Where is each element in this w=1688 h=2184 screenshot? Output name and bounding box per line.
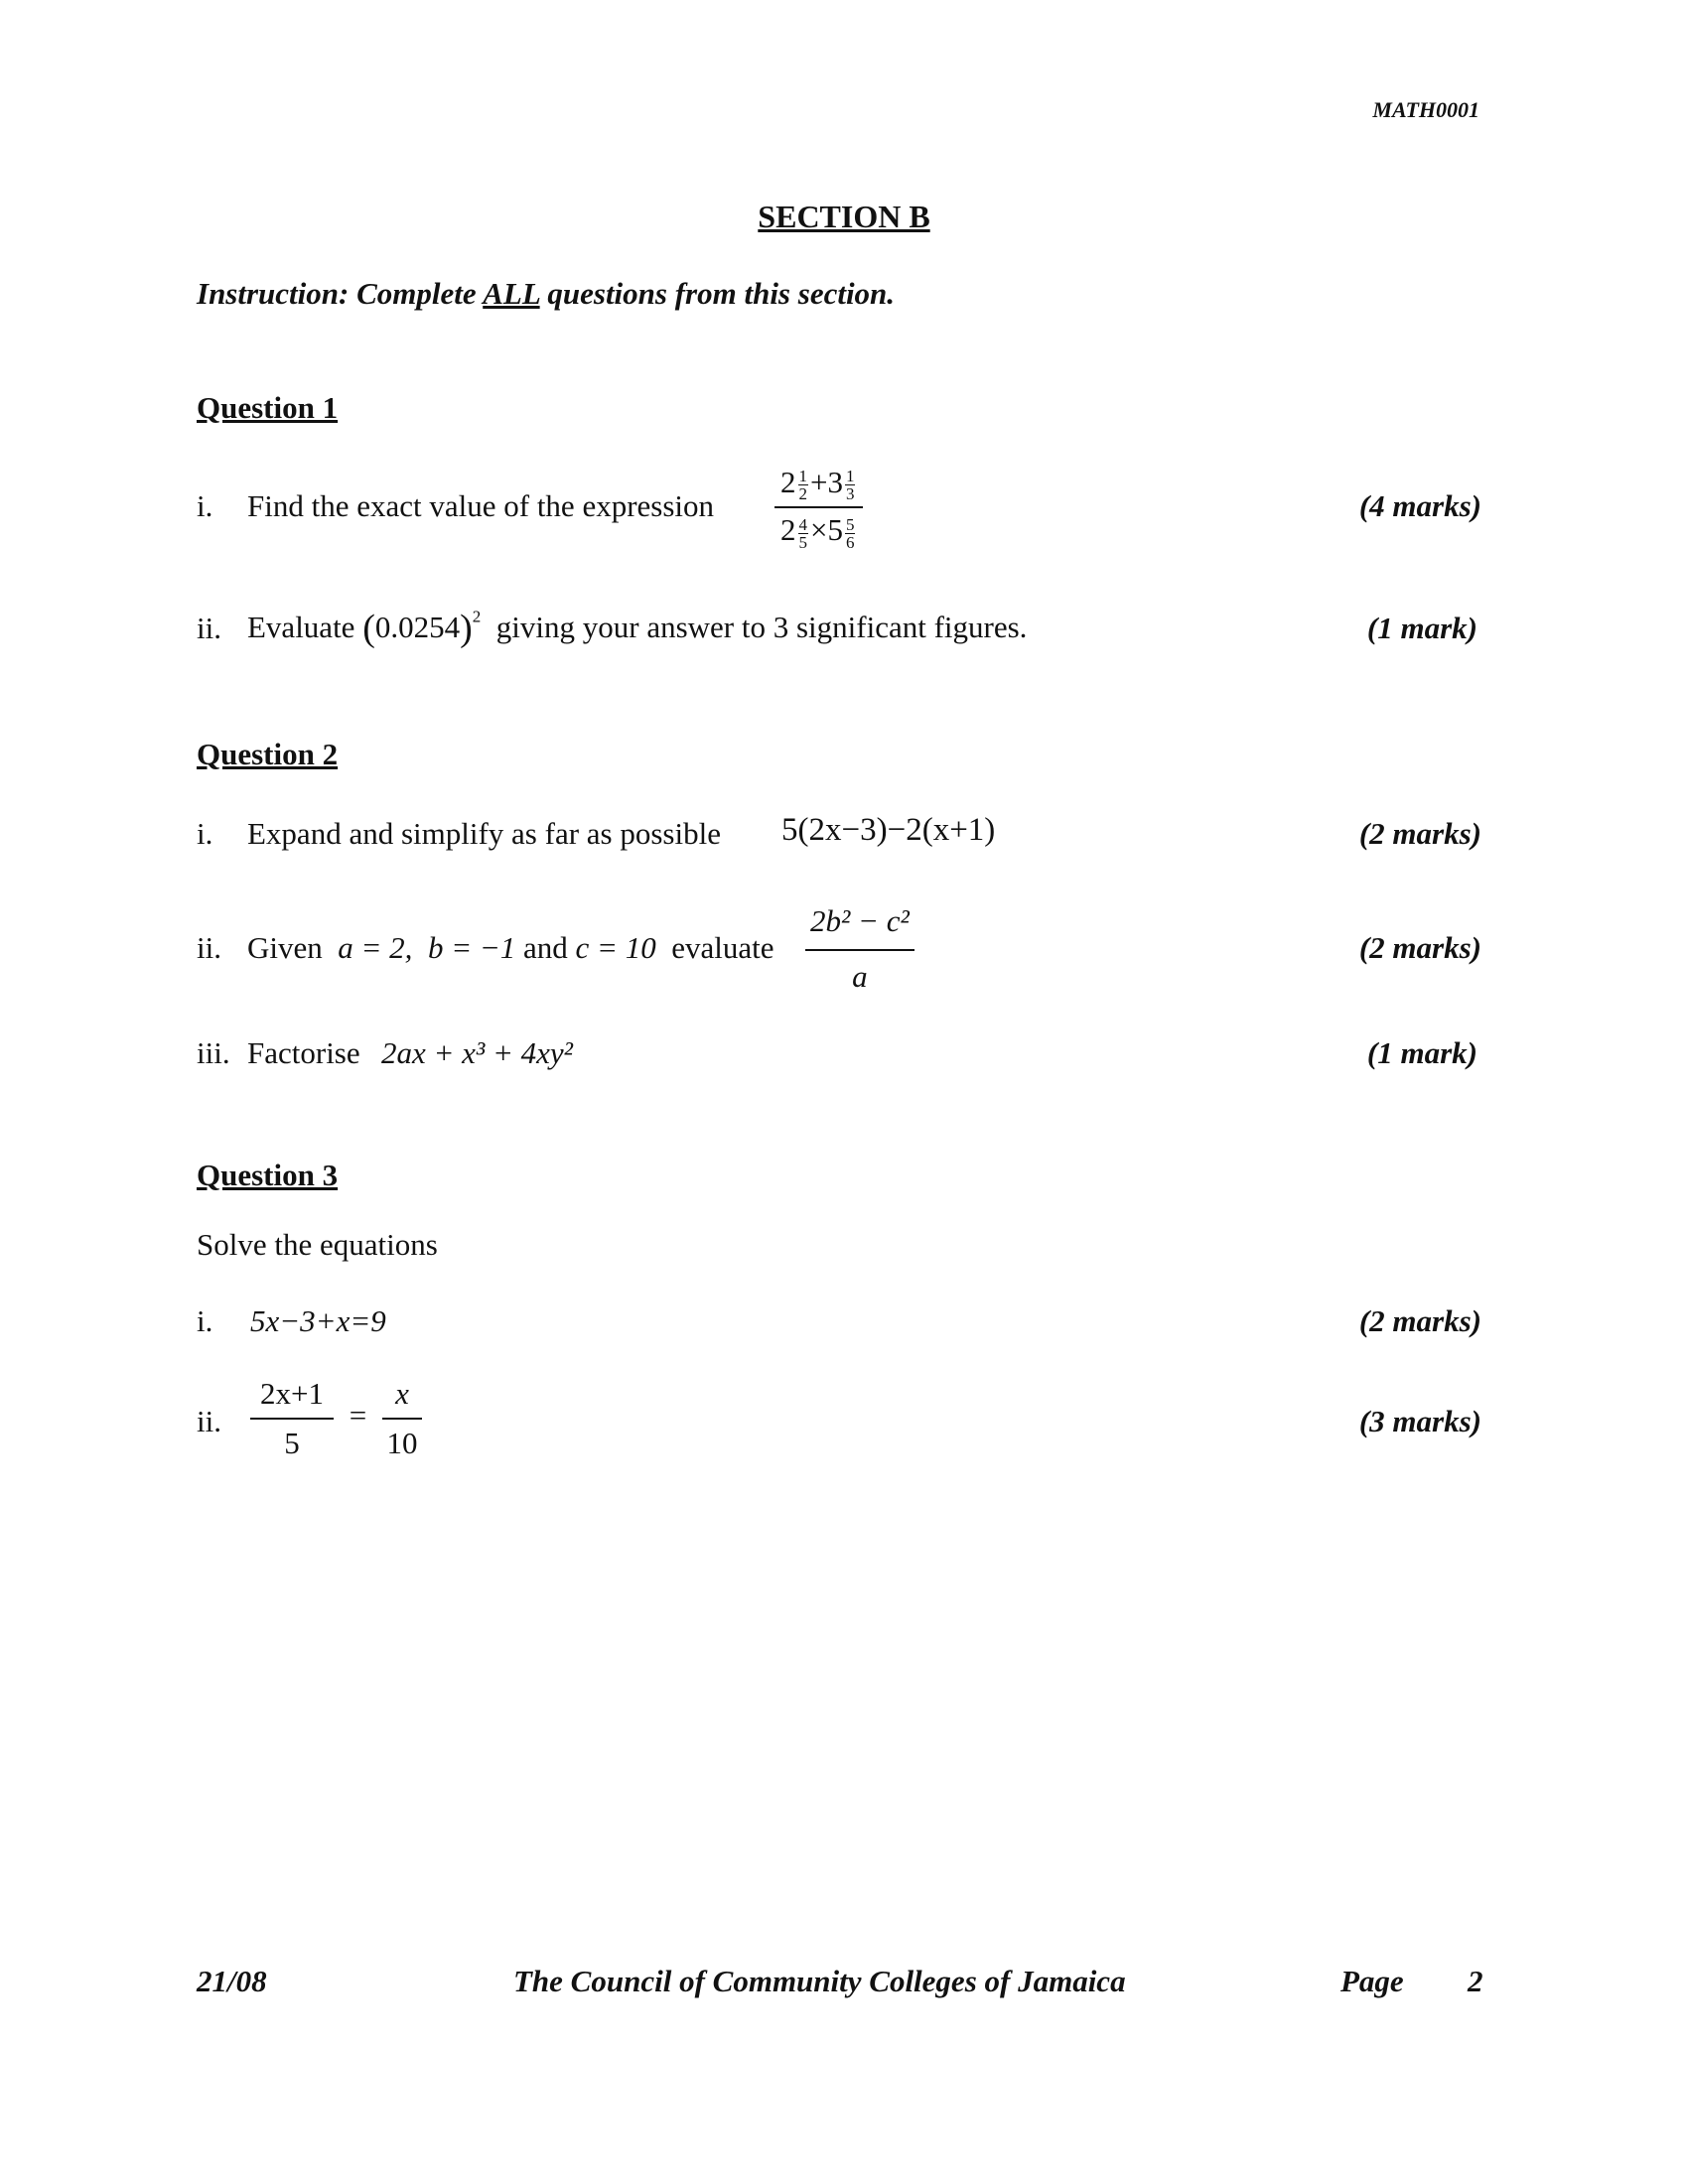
q3-ii-number: ii. bbox=[197, 1404, 221, 1438]
mixed-whole: 3 bbox=[827, 465, 843, 499]
compound-fraction bbox=[774, 465, 863, 551]
question-3-heading: Question 3 bbox=[197, 1158, 339, 1192]
q2-ii-marks: (2 marks) bbox=[1358, 930, 1481, 965]
compound-denominator bbox=[774, 506, 863, 550]
fraction-denominator: a bbox=[805, 949, 914, 995]
fraction-numerator: 2b² − c² bbox=[810, 903, 910, 938]
q1-i-expression bbox=[774, 465, 863, 551]
footer-page-number: 2 bbox=[1468, 1964, 1483, 1998]
q2-ii-fraction bbox=[802, 903, 917, 995]
question-1-heading: Question 1 bbox=[197, 390, 339, 425]
mini-den: 5 bbox=[798, 532, 807, 552]
q1-ii-number: ii. bbox=[197, 611, 221, 645]
q3-i-marks: (2 marks) bbox=[1358, 1303, 1481, 1338]
mini-fraction bbox=[845, 516, 856, 551]
q2-iii-text: Factorise bbox=[247, 1035, 360, 1070]
q1-i-text: Find the exact value of the expression bbox=[247, 488, 715, 523]
q1-ii-text bbox=[247, 607, 1027, 650]
q2-ii-text bbox=[247, 930, 774, 966]
q2-iii-marks: (1 mark) bbox=[1366, 1035, 1477, 1070]
q1-i-number: i. bbox=[197, 488, 213, 523]
assign-c: c = 10 bbox=[575, 930, 656, 965]
given-label: Given bbox=[247, 930, 323, 965]
rhs-denominator: 10 bbox=[382, 1418, 422, 1461]
mixed-whole: 2 bbox=[780, 512, 796, 548]
q1-ii-value: 0.0254 bbox=[374, 610, 461, 644]
plus-operator: + bbox=[810, 465, 828, 499]
mini-num: 5 bbox=[845, 514, 855, 534]
q2-i-number: i. bbox=[197, 816, 213, 851]
lhs-denominator: 5 bbox=[250, 1418, 334, 1461]
mini-fraction bbox=[798, 468, 809, 502]
q1-ii-exponent: 2 bbox=[472, 607, 482, 626]
assign-a: a = 2, bbox=[338, 930, 413, 965]
times-operator: × bbox=[810, 512, 828, 548]
mixed-whole: 2 bbox=[780, 465, 796, 499]
mini-den: 6 bbox=[845, 532, 855, 552]
section-title: SECTION B bbox=[758, 199, 930, 234]
rhs-fraction bbox=[382, 1376, 422, 1461]
mini-num: 4 bbox=[798, 514, 807, 534]
q3-i-expression: 5x−3+x=9 bbox=[250, 1303, 386, 1338]
q2-i-marks: (2 marks) bbox=[1358, 816, 1481, 851]
q2-i-expression: 5(2x−3)−2(x+1) bbox=[781, 812, 996, 848]
q2-iii-number: iii. bbox=[197, 1035, 230, 1070]
footer-code: 21/08 bbox=[197, 1964, 267, 1998]
instruction bbox=[197, 276, 895, 312]
mini-num: 1 bbox=[798, 467, 807, 486]
q1-ii-marks: (1 mark) bbox=[1366, 611, 1477, 645]
q2-iii-expression: 2ax + x³ + 4xy² bbox=[381, 1035, 573, 1070]
mini-den: 2 bbox=[798, 484, 807, 504]
lhs-numerator: 2x+1 bbox=[260, 1376, 324, 1411]
and-word: and bbox=[523, 930, 568, 965]
q3-intro: Solve the equations bbox=[197, 1227, 438, 1262]
mini-num: 1 bbox=[845, 467, 855, 486]
evaluate-word: evaluate bbox=[671, 930, 774, 965]
mini-fraction bbox=[798, 516, 809, 551]
q3-ii-equation bbox=[250, 1376, 422, 1461]
lhs-fraction bbox=[250, 1376, 334, 1461]
paren-open: ( bbox=[362, 608, 375, 649]
mini-den: 3 bbox=[845, 484, 855, 504]
q2-i-text: Expand and simplify as far as possible bbox=[247, 816, 721, 851]
footer-page-label: Page bbox=[1340, 1964, 1404, 1998]
q3-i-number: i. bbox=[197, 1303, 213, 1338]
equals-sign: = bbox=[349, 1398, 367, 1433]
instruction-post: questions from this section. bbox=[539, 276, 896, 311]
mini-fraction bbox=[845, 468, 856, 502]
fraction bbox=[802, 903, 917, 995]
footer-org: The Council of Community Colleges of Jamaica bbox=[513, 1964, 1126, 1998]
paren-close: ) bbox=[460, 608, 473, 649]
instruction-emphasis: ALL bbox=[483, 276, 540, 311]
compound-numerator bbox=[774, 465, 863, 506]
mixed-whole: 5 bbox=[827, 512, 843, 548]
assign-b: b = −1 bbox=[427, 930, 516, 965]
rhs-numerator: x bbox=[395, 1376, 409, 1411]
q1-i-marks: (4 marks) bbox=[1358, 488, 1481, 523]
course-code: MATH0001 bbox=[1372, 97, 1479, 122]
instruction-pre: Instruction: Complete bbox=[197, 276, 484, 311]
q2-ii-number: ii. bbox=[197, 930, 221, 965]
q1-ii-post: giving your answer to 3 significant figures. bbox=[495, 610, 1028, 644]
q3-ii-marks: (3 marks) bbox=[1358, 1404, 1481, 1438]
q1-ii-pre: Evaluate bbox=[247, 610, 355, 644]
question-2-heading: Question 2 bbox=[197, 737, 339, 771]
